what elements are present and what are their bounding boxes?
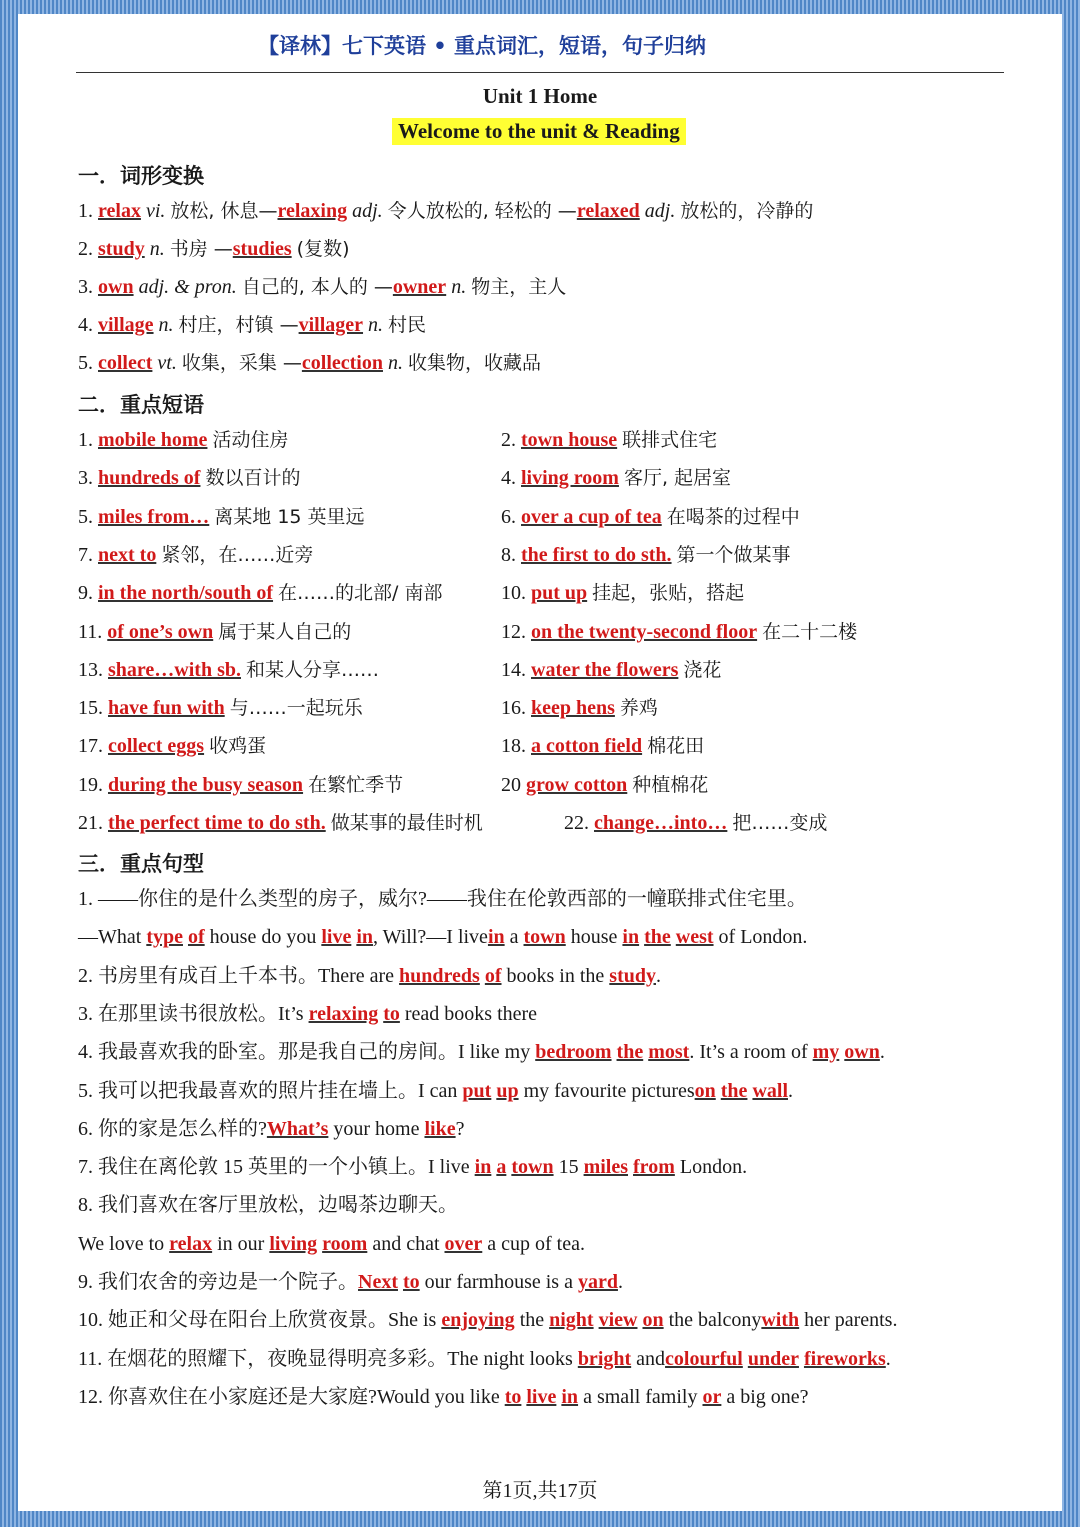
answer-word: night <box>549 1309 594 1332</box>
chinese-meaning: 放松, 休息— <box>170 200 278 222</box>
phrase-item <box>78 732 266 760</box>
phrase-item <box>78 694 363 722</box>
phrase-chinese: 棉花田 <box>647 735 705 758</box>
answer-word: village <box>98 314 154 336</box>
sentence-text: We love to <box>78 1232 170 1255</box>
answer-word: west <box>675 926 714 949</box>
answer-word: relax <box>98 200 141 222</box>
document-header: 【译林】七下英语 • 重点词汇，短语，句子归纳 <box>258 34 707 58</box>
phrase-chinese: 数以百计的 <box>205 467 301 490</box>
sentence-text: a small family <box>578 1385 703 1408</box>
sentence-line <box>78 1306 897 1334</box>
phrase-english: grow cotton <box>526 773 628 796</box>
sentence-line <box>78 1000 537 1028</box>
phrase-english: mobile home <box>98 429 208 451</box>
sentence-line <box>78 1115 464 1143</box>
phrase-english: collect eggs <box>108 735 205 758</box>
sentence-text: . <box>879 1041 885 1064</box>
answer-word: relaxed <box>576 200 640 222</box>
answer-word: like <box>424 1117 456 1140</box>
answer-word: study <box>98 238 145 260</box>
item-number: 4. <box>78 314 98 336</box>
sentence-text: 15 <box>553 1156 584 1179</box>
answer-word: town <box>511 1156 554 1179</box>
item-number: 13. <box>78 658 108 681</box>
sentence-text: 12. 你喜欢住在小家庭还是大家庭?Would you like <box>78 1385 505 1408</box>
phrase-item <box>78 464 300 492</box>
sentence-text: in our <box>212 1232 270 1255</box>
answer-word: on <box>694 1079 716 1102</box>
chinese-meaning: 收集物，收藏品 <box>407 352 541 374</box>
sentence-text: books in the <box>501 964 610 987</box>
item-number: 21. <box>78 812 108 834</box>
sentence-line <box>78 1038 885 1066</box>
item-number: 2. <box>501 429 521 451</box>
phrase-item <box>501 656 721 684</box>
sentence-text: . <box>617 1271 623 1293</box>
phrase-chinese: 紧邻，在……近旁 <box>161 543 314 566</box>
sentence-text: . <box>788 1079 793 1102</box>
phrase-item <box>501 694 658 722</box>
answer-word: put <box>462 1079 492 1102</box>
sentence-line <box>78 1345 891 1373</box>
phrase-chinese: 联排式住宅 <box>622 429 718 451</box>
item-number: 20 <box>501 773 526 796</box>
answer-word: in <box>561 1385 579 1408</box>
sentence-text: a <box>504 926 524 949</box>
answer-word: with <box>761 1309 800 1332</box>
item-number: 10. <box>501 582 531 605</box>
sentence-text: ? <box>455 1117 465 1140</box>
sentence-text: 7. 我住在离伦敦 15 英里的一个小镇上。I live <box>78 1156 475 1179</box>
answer-word: view <box>598 1309 638 1332</box>
item-number: 17. <box>78 735 108 758</box>
section-heading-sentences: 三．重点句型 <box>78 852 204 876</box>
answer-word: under <box>747 1347 799 1370</box>
phrase-english: keep hens <box>531 697 615 720</box>
item-number: 18. <box>501 735 531 758</box>
phrase-chinese: 挂起，张贴，搭起 <box>592 582 745 605</box>
header-rule <box>76 72 1004 73</box>
item-number: 16. <box>501 697 531 720</box>
phrase-item <box>78 541 313 569</box>
sentence-line <box>78 1191 458 1219</box>
phrase-item <box>78 771 403 799</box>
sentence-text: a big one? <box>721 1385 809 1408</box>
chinese-meaning: 村民 <box>388 314 427 336</box>
answer-word: colourful <box>665 1347 743 1370</box>
phrase-item <box>501 503 800 531</box>
phrase-item <box>501 541 791 569</box>
answer-word: collection <box>301 352 383 374</box>
item-number: 22. <box>564 812 594 834</box>
item-number: 1. <box>78 200 98 222</box>
phrase-chinese: 在二十二楼 <box>762 620 858 643</box>
sentence-text: 3. 在那里读书很放松。It’s <box>78 1002 309 1025</box>
answer-word: live <box>526 1385 557 1408</box>
answer-word: to <box>383 1002 400 1025</box>
phrase-chinese: 客厅, 起居室 <box>623 467 732 490</box>
answer-word: hundreds <box>399 964 480 987</box>
phrase-chinese: 收鸡蛋 <box>209 735 267 758</box>
sentence-text: my favourite pictures <box>518 1079 695 1102</box>
sentence-text: 4. 我最喜欢我的卧室。那是我自己的房间。I like my <box>78 1041 536 1064</box>
sentence-text: a cup of tea. <box>482 1232 585 1255</box>
sentence-text: your home <box>328 1117 425 1140</box>
phrase-english: on the twenty-second floor <box>531 620 758 643</box>
part-of-speech: vi. <box>145 200 166 222</box>
answer-word: living <box>269 1232 318 1255</box>
chinese-meaning: 收集，采集 — <box>181 352 302 374</box>
phrase-english: in the north/south of <box>98 582 274 605</box>
item-number: 19. <box>78 773 108 796</box>
section-subtitle: Welcome to the unit & Reading <box>392 118 686 145</box>
unit-title: Unit 1 Home <box>482 84 598 108</box>
answer-word: study <box>609 964 656 987</box>
sentence-text: the balcony <box>663 1309 762 1332</box>
sentence-line <box>78 1268 623 1296</box>
answer-word: in <box>356 926 374 949</box>
answer-word: Next <box>358 1271 398 1293</box>
phrase-english: next to <box>98 543 157 566</box>
chinese-meaning: (复数) <box>296 238 350 260</box>
phrase-item <box>78 809 483 837</box>
answer-word: in <box>474 1156 492 1179</box>
answer-word: live <box>321 926 352 949</box>
phrase-chinese: 在喝茶的过程中 <box>666 505 800 528</box>
item-number: 14. <box>501 658 531 681</box>
part-of-speech: adj. <box>644 200 676 222</box>
chinese-meaning: 放松的，冷静的 <box>680 200 814 222</box>
phrase-english: have fun with <box>108 697 225 720</box>
answer-word: of <box>484 964 502 987</box>
phrase-chinese: 和某人分享…… <box>246 658 380 681</box>
phrase-english: the first to do sth. <box>521 543 672 566</box>
answer-word: miles <box>583 1156 629 1179</box>
answer-word: room <box>322 1232 368 1255</box>
phrase-english: change…into… <box>594 812 728 834</box>
phrase-chinese: 种植棉花 <box>632 773 709 796</box>
sentence-text: and <box>631 1347 666 1370</box>
phrase-chinese: 与……一起玩乐 <box>229 697 363 720</box>
item-number: 11. <box>78 620 108 643</box>
answer-word: up <box>496 1079 519 1102</box>
answer-word: villager <box>298 314 364 336</box>
sentence-text: . <box>656 964 661 987</box>
item-number: 12. <box>501 620 531 643</box>
item-number: 1. <box>78 429 98 451</box>
phrase-chinese: 做某事的最佳时机 <box>330 812 483 834</box>
section-heading-word-forms: 一．词形变换 <box>78 164 204 188</box>
word-form-row <box>78 273 566 301</box>
phrase-item <box>78 579 442 607</box>
answer-word: in <box>622 926 640 949</box>
phrase-item <box>501 732 704 760</box>
sentence-text: 11. 在烟花的照耀下，夜晚显得明亮多彩。The night looks <box>78 1347 578 1370</box>
answer-word: yard <box>577 1271 618 1293</box>
sentence-text: 9. 我们农舍的旁边是一个院子。 <box>78 1271 358 1293</box>
item-number: 5. <box>78 352 98 374</box>
word-form-row <box>78 349 541 377</box>
section-heading-phrases: 二．重点短语 <box>78 393 204 417</box>
phrase-english: share…with sb. <box>108 658 241 681</box>
answer-word: my <box>812 1041 840 1064</box>
phrase-english: over a cup of tea <box>521 505 662 528</box>
answer-word: from <box>633 1156 675 1179</box>
sentence-line <box>78 962 661 990</box>
item-number: 8. <box>501 543 521 566</box>
sentence-text: our farmhouse is a <box>419 1271 578 1293</box>
sentence-text: 5. 我可以把我最喜欢的照片挂在墙上。I can <box>78 1079 463 1102</box>
answer-word: a <box>496 1156 507 1179</box>
phrase-english: living room <box>521 467 619 490</box>
item-number: 2. <box>78 238 98 260</box>
sentence-text: —What <box>78 926 147 949</box>
sentence-text: 10. 她正和父母在阳台上欣赏夜景。She is <box>78 1309 442 1332</box>
answer-word: own <box>98 276 134 298</box>
phrase-chinese: 属于某人自己的 <box>218 620 352 643</box>
sentence-text: house do you <box>204 926 322 949</box>
phrase-chinese: 把……变成 <box>732 812 828 834</box>
sentence-text: her parents. <box>799 1309 898 1332</box>
answer-word: over <box>444 1232 483 1255</box>
chinese-meaning: 自己的, 本人的 — <box>241 276 393 298</box>
part-of-speech: n. <box>387 352 403 374</box>
answer-word: most <box>648 1041 690 1064</box>
answer-word: relaxing <box>308 1002 379 1025</box>
item-number: 15. <box>78 697 108 720</box>
phrase-chinese: 离某地 15 英里远 <box>214 505 365 528</box>
answer-word: relaxing <box>277 200 348 222</box>
phrase-item <box>501 618 857 646</box>
part-of-speech: vt. <box>157 352 177 374</box>
phrase-english: the perfect time to do sth. <box>108 812 326 834</box>
part-of-speech: n. <box>368 314 384 336</box>
phrase-item <box>501 426 717 454</box>
phrase-chinese: 第一个做某事 <box>676 543 791 566</box>
phrase-item <box>78 503 365 531</box>
phrase-item <box>78 618 351 646</box>
phrase-item <box>564 809 827 837</box>
answer-word: of <box>187 926 205 949</box>
phrase-english: during the busy season <box>108 773 304 796</box>
sentence-text: of London. <box>713 926 808 949</box>
answer-word: bedroom <box>535 1041 612 1064</box>
sentence-text: the <box>514 1309 550 1332</box>
answer-word: fireworks <box>803 1347 886 1370</box>
phrase-chinese: 在……的北部/ 南部 <box>278 582 443 605</box>
word-form-row <box>78 235 349 263</box>
phrase-chinese: 活动住房 <box>212 429 289 451</box>
phrase-english: hundreds of <box>98 467 201 490</box>
sentence-text: house <box>565 926 623 949</box>
answer-word: the <box>720 1079 748 1102</box>
phrase-item <box>78 656 379 684</box>
phrase-english: of one’s own <box>107 620 214 643</box>
item-number: 6. <box>501 505 521 528</box>
part-of-speech: n. <box>149 238 165 260</box>
phrase-chinese: 养鸡 <box>619 697 658 720</box>
sentence-text: 1. ——你住的是什么类型的房子，威尔?——我住在伦敦西部的一幢联排式住宅里。 <box>78 888 807 910</box>
phrase-item <box>501 464 731 492</box>
answer-word: the <box>644 926 671 949</box>
item-number: 5. <box>78 505 98 528</box>
answer-word: studies <box>232 238 292 260</box>
phrase-item <box>501 579 744 607</box>
answer-word: to <box>402 1271 420 1293</box>
phrase-english: put up <box>531 582 588 605</box>
item-number: 7. <box>78 543 98 566</box>
answer-word: relax <box>169 1232 213 1255</box>
phrase-english: miles from… <box>98 505 210 528</box>
answer-word: owner <box>392 276 447 298</box>
answer-word: the <box>616 1041 644 1064</box>
item-number: 4. <box>501 467 521 490</box>
sentence-text: 2. 书房里有成百上千本书。There are <box>78 964 400 987</box>
phrase-chinese: 在繁忙季节 <box>308 773 404 796</box>
sentence-text: . It’s a room of <box>689 1041 813 1064</box>
word-form-row <box>78 197 813 225</box>
answer-word: own <box>844 1041 880 1064</box>
part-of-speech: n. <box>158 314 174 336</box>
answer-word: in <box>487 926 505 949</box>
answer-word: wall <box>752 1079 788 1102</box>
sentence-text: , Will?—I live <box>373 926 488 949</box>
item-number: 9. <box>78 582 98 605</box>
phrase-english: town house <box>521 429 618 451</box>
phrase-chinese: 浇花 <box>683 658 722 681</box>
sentence-text: London. <box>674 1156 748 1179</box>
answer-word: bright <box>577 1347 632 1370</box>
phrase-item <box>501 771 708 799</box>
part-of-speech: adj. <box>352 200 383 222</box>
document-page <box>18 14 1062 1511</box>
sentence-text: 6. 你的家是怎么样的? <box>78 1117 267 1140</box>
sentence-line <box>78 1077 793 1105</box>
sentence-line <box>78 1230 585 1258</box>
chinese-meaning: 令人放松的, 轻松的 — <box>387 200 577 222</box>
item-number: 3. <box>78 467 98 490</box>
chinese-meaning: 村庄，村镇 — <box>178 314 299 336</box>
item-number: 3. <box>78 276 98 298</box>
sentence-text: read books there <box>399 1002 538 1025</box>
chinese-meaning: 物主，主人 <box>471 276 567 298</box>
sentence-line <box>78 1383 809 1411</box>
answer-word: on <box>642 1309 664 1332</box>
part-of-speech: n. <box>451 276 467 298</box>
part-of-speech: adj. & pron. <box>138 276 237 298</box>
answer-word: town <box>523 926 566 949</box>
answer-word: to <box>504 1385 522 1408</box>
sentence-line <box>78 1153 747 1181</box>
phrase-english: a cotton field <box>531 735 643 758</box>
answer-word: or <box>702 1385 722 1408</box>
answer-word: What’s <box>266 1117 329 1140</box>
sentence-text: . <box>885 1347 891 1370</box>
sentence-text: and chat <box>367 1232 445 1255</box>
sentence-line <box>78 885 807 913</box>
word-form-row <box>78 311 426 339</box>
page-footer: 第1页,共17页 <box>482 1480 598 1502</box>
sentence-text: 8. 我们喜欢在客厅里放松，边喝茶边聊天。 <box>78 1194 458 1217</box>
answer-word: type <box>146 926 183 949</box>
chinese-meaning: 书房 — <box>169 238 233 260</box>
answer-word: enjoying <box>441 1309 515 1332</box>
sentence-line <box>78 923 807 951</box>
phrase-item <box>78 426 288 454</box>
answer-word: collect <box>98 352 153 374</box>
phrase-english: water the flowers <box>531 658 679 681</box>
